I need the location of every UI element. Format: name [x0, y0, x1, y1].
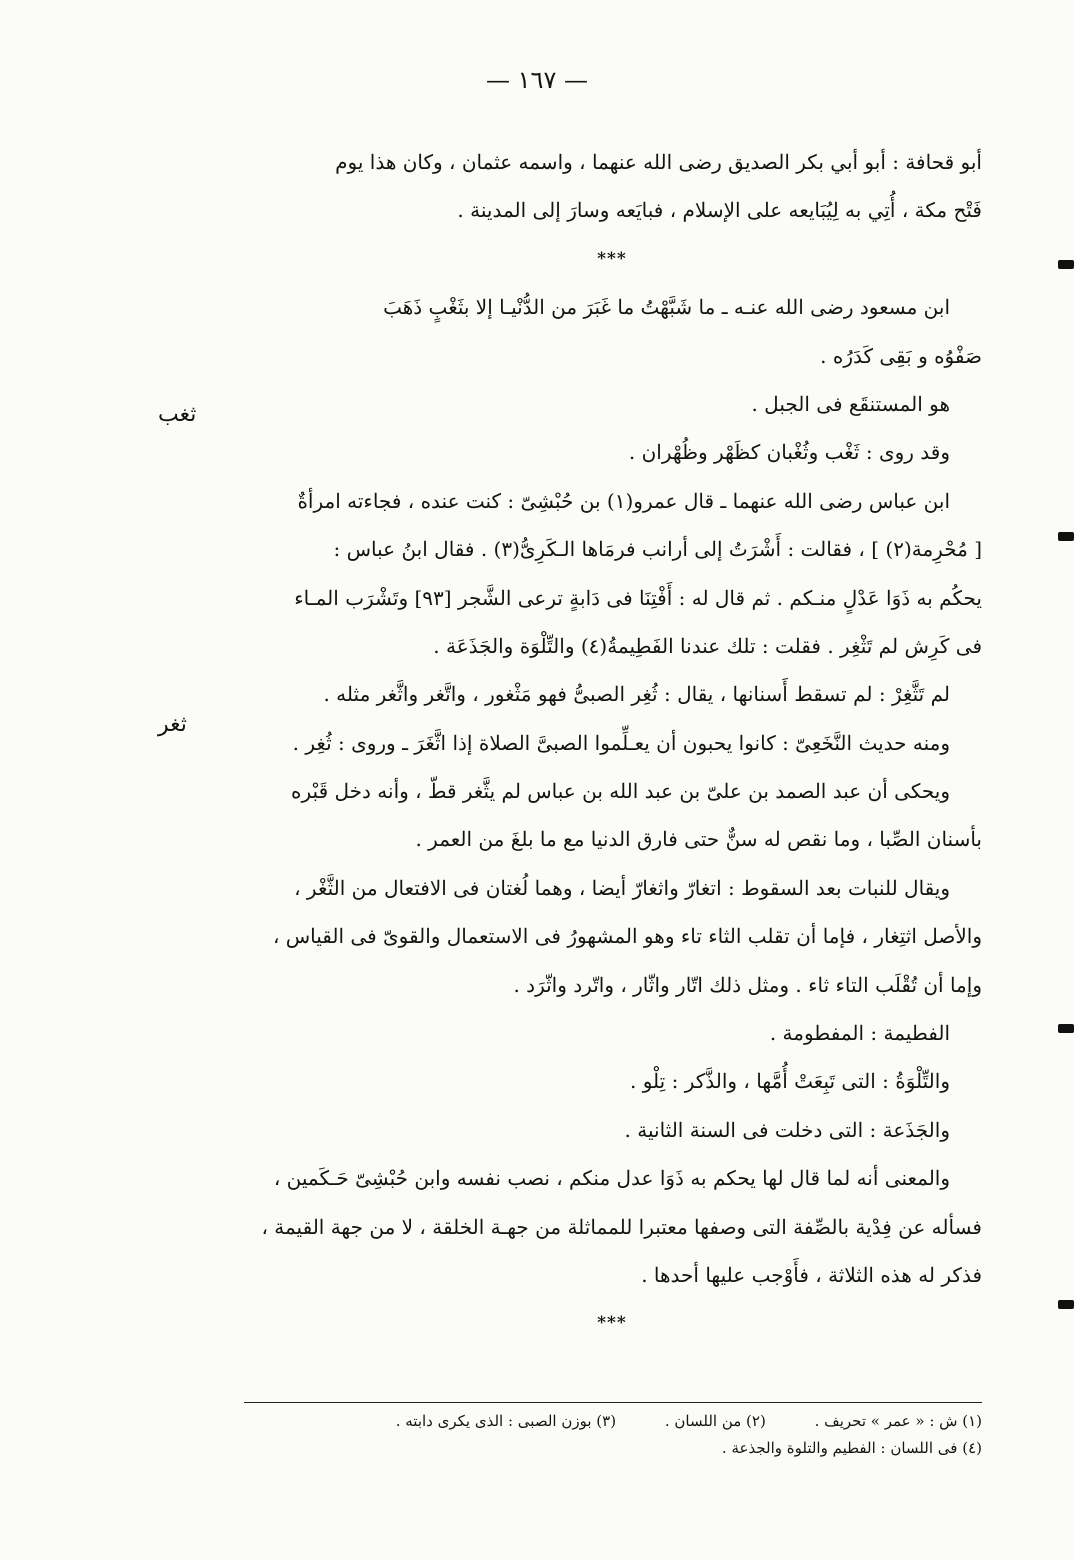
- footnote-row: [242, 1435, 982, 1462]
- text-line: صَفْوُه و بَقِى كَدَرُه .: [820, 343, 982, 368]
- margin-keyword-thaghr: ثغر: [158, 712, 187, 737]
- page-edge-mark: [1058, 532, 1074, 541]
- text-line: يحكُم به ذَوَا عَدْلٍ منـكم . ثم قال له : أَفْتِنَا فى دَابةٍ ترعى الشَّجر [٩٣] وتَشْرَب المـاء: [294, 585, 982, 610]
- text-line: فى كَرِش لم تَثْغِر . فقلت : تلك عندنا الفَطِيمةُ(٤) والتِّلْوَة والجَذَعَة .: [433, 633, 982, 658]
- footnote-divider: [244, 1402, 982, 1403]
- text-line: ومنه حديث النَّخَعِىّ : كانوا يحبون أن يعـلِّموا الصبىَّ الصلاة إذا اثَّغَرَ ـ وروى : ثُغِر .: [292, 730, 950, 755]
- text-line: ابن عباس رضى الله عنهما ـ قال عمرو(١) بن حُبْشِىّ : كنت عنده ، فجاءته امرأةٌ: [297, 488, 950, 513]
- text-line: وإما أن تُقْلَب التاء ثاء . ومثل ذلك اتّار واثّار ، واتّرد واثّرَد .: [513, 972, 982, 997]
- text-line: ابن مسعود رضى الله عنـه ـ ما شَبَّهْتُ ما غَبَرَ من الدُّنْيـا إلا بثَغْبٍ ذَهَبَ: [383, 295, 950, 320]
- footnote: (٤) فى اللسان : الفطيم والتلوة والجذعة .: [721, 1439, 982, 1457]
- text-line: أبو قحافة : أبو أبي بكر الصديق رضى الله عنهما ، واسمه عثمان ، وكان هذا يوم: [335, 150, 982, 174]
- text-line: بأسنان الصِّبا ، وما نقص له سنٌّ حتى فارق الدنيا مع ما بلغَ من العمر .: [415, 827, 982, 852]
- text-line: ويقال للنبات بعد السقوط : اتغارّ واثغارّ أيضا ، وهما لُغتان فى الافتعال من الثَّغْر ،: [294, 875, 950, 900]
- text-line: وقد روى : ثَغْب وثُغْبان كظَهْر وظُهْران .: [628, 440, 950, 465]
- footnote-row: [242, 1408, 982, 1435]
- footnote: (٢) من اللسان .: [664, 1412, 766, 1430]
- text-line: فَتْح مكة ، أُتِي به لِيُبَايعه على الإسلام ، فبايَعه وسارَ إلى المدينة .: [457, 198, 982, 223]
- page-edge-mark: [1058, 260, 1074, 269]
- text-line: والمعنى أنه لما قال لها يحكم به ذَوَا عدل منكم ، نصب نفسه وابن حُبْشِىّ حَـكَمين ،: [273, 1166, 950, 1191]
- text-line: والأصل اثتِغار ، فإما أن تقلب الثاء تاء وهو المشهورُ فى الاستعمال والقوىّ فى القياس ،: [272, 924, 982, 949]
- text-line: والتِّلْوَةُ : التى تَبِعَتْ أُمَّها ، والذَّكر : تِلْو .: [630, 1069, 950, 1094]
- text-line: فسأله عن فِدْية بالصِّفة التى وصفها معتبرا للمماثلة من جهـة الخلقة ، لا من جهة القيمة ،: [261, 1214, 982, 1239]
- text-line: [ مُحْرِمة(٢) ] ، فقالت : أَشْرَتُ إلى أرانب فرمَاها الـكَرِىُّ(٣) . فقال ابنُ عباس :: [333, 537, 982, 562]
- section-divider: ***: [597, 248, 627, 269]
- text-line: لم تَثَّغِرْ : لم تسقط أَسنانها ، يقال : ثُغِر الصبىُّ فهو مَثْغور ، واتَّغر واثَّغر مثله .: [323, 682, 950, 707]
- section-divider: ***: [597, 1313, 627, 1334]
- text-line: فذكر له هذه الثلاثة ، فأَوْجب عليها أحدها .: [641, 1262, 982, 1287]
- page-number: — ١٦٧ —: [486, 66, 588, 94]
- text-line: ويحكى أن عبد الصمد بن علىّ بن عبد الله بن عباس لم يثَّغر قطّ ، وأنه دخل قَبْره: [291, 779, 950, 804]
- footnotes: [242, 1408, 982, 1462]
- text-line: هو المستنقَع فى الجبل .: [751, 391, 950, 416]
- main-text: [242, 138, 982, 1348]
- page-edge-mark: [1058, 1300, 1074, 1309]
- text-line: الفطيمة : المفطومة .: [769, 1021, 950, 1046]
- footnote: (٣) بوزن الصبى : الذى يكرى دابته .: [395, 1412, 617, 1430]
- text-line: والجَذَعة : التى دخلت فى السنة الثانية .: [624, 1117, 950, 1142]
- page-edge-mark: [1058, 1024, 1074, 1033]
- margin-keyword-thaghb: ثغب: [158, 402, 197, 427]
- footnote: (١) ش : « عمر » تحريف .: [814, 1412, 982, 1430]
